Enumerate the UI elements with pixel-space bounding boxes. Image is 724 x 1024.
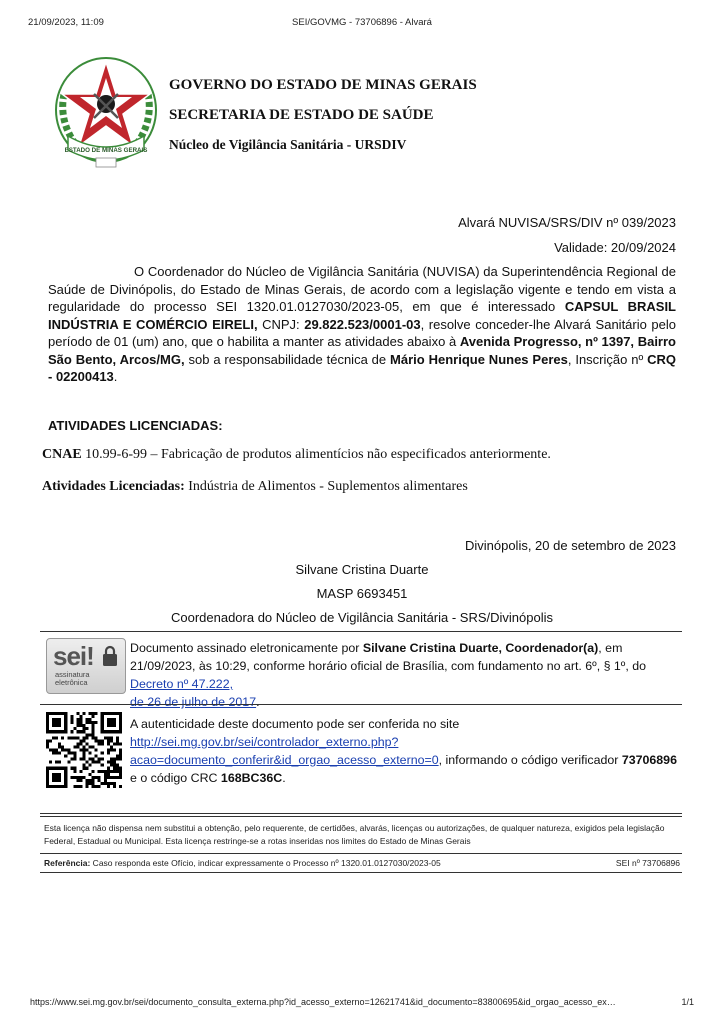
verify-url-link[interactable]: http://sei.mg.gov.br/sei/controlador_externo.php?: [130, 735, 399, 749]
print-page-number: 1/1: [681, 997, 694, 1007]
verifier-code: 73706896: [621, 753, 677, 767]
auth-text: .: [282, 771, 286, 785]
divider: [40, 872, 682, 873]
authenticity-statement: [130, 715, 682, 787]
verify-url-link-query[interactable]: acao=documento_conferir&id_orgao_acesso_externo=0: [130, 753, 439, 767]
crq-number: CRQ - 02200413: [48, 351, 676, 384]
cnae-text: 10.99-6-99 – Fabricação de produtos alimentícios não especificados anteriormente.: [81, 447, 551, 462]
print-url: https://www.sei.mg.gov.br/sei/documento_consulta_externa.php?id_acesso_externo=12621741&id_documento=83800695&id_orgao_acesso_ex…: [30, 997, 616, 1007]
paragraph-text: O Coordenador do Núcleo de Vigilância Sanitária (NUVISA) da Superintendência Regional de Saúde de Divinópolis, do Estado de Minas Gerais, de acordo com a legislação vigente e tendo em vista a regularidade do processo SEI 1320.01.0127030/2023-05, em que é interessado: [48, 264, 676, 314]
paragraph-text: , Inscrição nº: [567, 351, 648, 367]
print-title: SEI/GOVMG - 73706896 - Alvará: [292, 17, 432, 28]
activities-label: Atividades Licenciadas:: [42, 479, 185, 494]
header-nucleus: Núcleo de Vigilância Sanitária - URSDIV: [169, 137, 407, 152]
divider: [40, 631, 682, 632]
divider: [40, 813, 682, 814]
paragraph-text: sob a responsabilidade técnica de: [184, 351, 391, 367]
signer-bold: Silvane Cristina Duarte, Coordenador(a): [362, 641, 599, 655]
auth-text: A autenticidade deste documento pode ser conferida no site: [130, 717, 460, 731]
paragraph-text: CNPJ:: [257, 316, 305, 332]
cnae-label: CNAE: [42, 447, 82, 462]
cnpj-number: 29.822.523/0001-03: [304, 316, 421, 332]
license-notice: Esta licença não dispensa nem substitui a obtenção, pelo requerente, de certidões, alvarás, licenças ou autorizações, de qualquer natureza, exigidos pela legislação Federal, Estadual ou Municipal. Esta licença restringe-se a rotas inseridas nos limites do Estado de Minas Gerais: [44, 823, 665, 846]
print-datetime: 21/09/2023, 11:09: [28, 17, 104, 28]
qr-code: [46, 712, 122, 788]
sei-signature-logo: [46, 638, 126, 694]
decree-link[interactable]: Decreto nº 47.222,: [130, 677, 234, 691]
statement-text: , em 21/09/2023, às 10:29, conforme horário oficial de Brasília, com fundamento no art. 6º, § 1º, do: [130, 641, 646, 673]
alvara-validity: Validade: 20/09/2024: [554, 240, 676, 255]
crc-code: 168BC36C: [220, 771, 283, 785]
statement-text: Documento assinado eletronicamente por: [130, 641, 363, 655]
divider: [40, 816, 682, 817]
statement-text: .: [256, 695, 260, 709]
divider: [40, 704, 682, 705]
paragraph-text: , resolve conceder-lhe Alvará Sanitário pelo período de 01 (um) ano, que o habilita a manter as atividades abaixo à: [48, 316, 676, 349]
header-secretariat: SECRETARIA DE ESTADO DE SAÚDE: [169, 107, 434, 123]
sei-logo-text: sei!: [53, 641, 94, 671]
activities-line: [42, 479, 468, 495]
signer-role: Coordenadora do Núcleo de Vigilância Sanitária - SRS/Divinópolis: [170, 610, 554, 625]
cnae-line: [42, 447, 551, 463]
alvara-number: Alvará NUVISA/SRS/DIV nº 039/2023: [458, 215, 676, 230]
reference-label: Referência:: [44, 858, 91, 868]
seal-text: ESTADO DE MINAS GERAIS: [64, 147, 148, 154]
auth-text: , informando o código verificador: [438, 753, 622, 767]
reference-line: [44, 857, 441, 870]
place-date: Divinópolis, 20 de setembro de 2023: [464, 538, 676, 553]
signer-masp: MASP 6693451: [316, 586, 408, 601]
activities-text: Indústria de Alimentos - Suplementos alimentares: [184, 479, 468, 494]
lock-icon: [101, 645, 119, 667]
sei-logo-sub1: assinatura: [55, 670, 90, 679]
state-seal-logo: [50, 54, 162, 174]
license-paragraph: [48, 263, 676, 386]
sei-number: SEI nº 73706896: [615, 858, 680, 868]
technical-responsible: Mário Henrique Nunes Peres: [390, 351, 568, 367]
company-name: CAPSUL BRASIL INDÚSTRIA E COMÉRCIO EIRELI,: [48, 299, 676, 332]
signer-name: Silvane Cristina Duarte: [295, 562, 429, 577]
reference-text: Caso responda este Ofício, indicar expressamente o Processo nº 1320.01.0127030/2023-05: [90, 858, 441, 868]
sei-logo-sub2: eletrônica: [55, 678, 88, 687]
activities-heading: ATIVIDADES LICENCIADAS:: [48, 418, 223, 433]
paragraph-text: .: [113, 369, 118, 384]
signature-statement: [130, 639, 682, 711]
decree-link-date[interactable]: de 26 de julho de 2017: [130, 695, 257, 709]
auth-text: e o código CRC: [130, 771, 221, 785]
company-address: Avenida Progresso, nº 1397, Bairro São Bento, Arcos/MG,: [48, 334, 676, 367]
divider: [40, 853, 682, 854]
header-government: GOVERNO DO ESTADO DE MINAS GERAIS: [169, 77, 477, 93]
